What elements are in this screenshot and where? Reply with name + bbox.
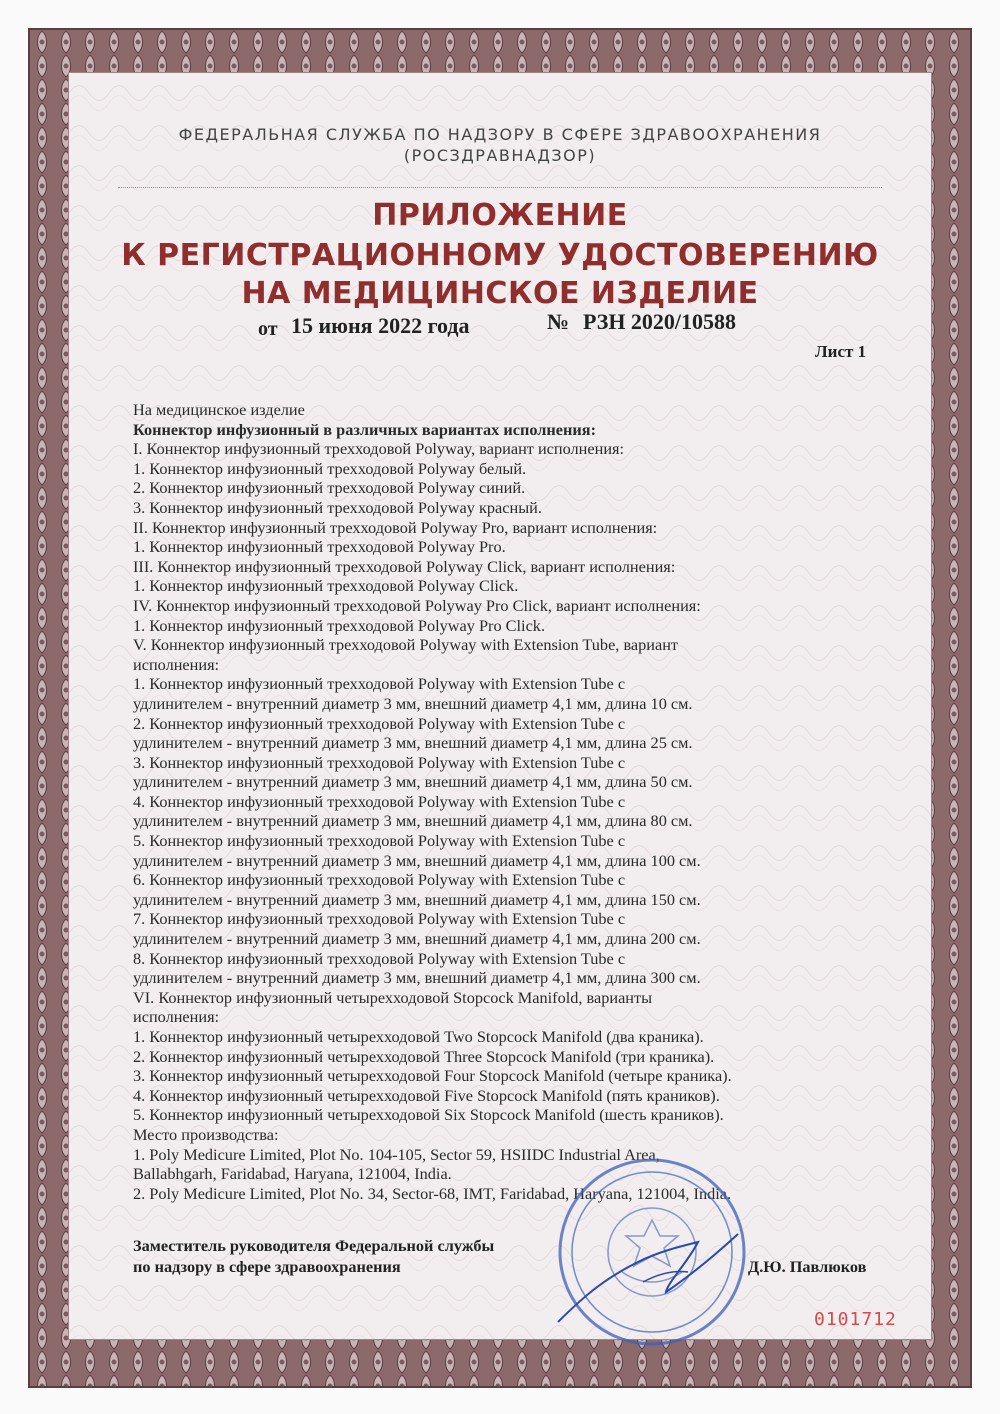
body-line: 4. Коннектор инфузионный четырехходовой Five Stopcock Manifold (пять краников). <box>133 1085 720 1105</box>
body-line: 8. Коннектор инфузионный трехходовой Polyway with Extension Tube с <box>133 948 626 968</box>
body-line: 2. Poly Medicure Limited, Plot No. 34, Sector-68, IMT, Faridabad, Haryana, 121004, India. <box>133 1183 732 1203</box>
document-title-line3: НА МЕДИЦИНСКОЕ ИЗДЕЛИЕ <box>241 276 759 311</box>
handwritten-signature <box>548 1222 748 1332</box>
body-line: удлинителем - внутренний диаметр 3 мм, внешний диаметр 4,1 мм, длина 100 см. <box>133 850 701 870</box>
body-line: 3. Коннектор инфузионный трехходовой Polyway красный. <box>133 497 542 517</box>
manufacturing-site-label: Место производства: <box>133 1124 279 1144</box>
body-line: 3. Коннектор инфузионный четырехходовой Four Stopcock Manifold (четыре краника). <box>133 1066 732 1086</box>
body-line: 1. Коннектор инфузионный трехходовой Polyway белый. <box>133 458 527 478</box>
signatory-title-line1: Заместитель руководителя Федеральной службы <box>133 1236 495 1255</box>
body-line: удлинителем - внутренний диаметр 3 мм, внешний диаметр 4,1 мм, длина 80 см. <box>133 811 693 831</box>
product-name: Коннектор инфузионный в различных вариантах исполнения: <box>133 419 596 439</box>
body-line: I. Коннектор инфузионный трехходовой Polyway, вариант исполнения: <box>133 439 625 459</box>
body-line: 1. Коннектор инфузионный трехходовой Polyway Pro. <box>133 537 506 557</box>
body-line: 1. Коннектор инфузионный четырехходовой Two Stopcock Manifold (два краника). <box>133 1027 704 1046</box>
body-line: 7. Коннектор инфузионный трехходовой Polyway with Extension Tube с <box>133 909 626 929</box>
header-divider <box>118 187 882 188</box>
document-title-line2: К РЕГИСТРАЦИОННОМУ УДОСТОВЕРЕНИЮ <box>121 238 879 273</box>
document-body <box>133 400 913 1203</box>
serial-number: 0101712 <box>814 1309 897 1330</box>
body-line: исполнения: <box>133 654 220 674</box>
body-line: 1. Poly Medicure Limited, Plot No. 104-105, Sector 59, HSIIDC Industrial Area, <box>133 1144 660 1164</box>
body-line: удлинителем - внутренний диаметр 3 мм, внешний диаметр 4,1 мм, длина 50 см. <box>133 772 693 792</box>
body-line: удлинителем - внутренний диаметр 3 мм, внешний диаметр 4,1 мм, длина 10 см. <box>133 693 693 713</box>
body-line: удлинителем - внутренний диаметр 3 мм, внешний диаметр 4,1 мм, длина 25 см. <box>133 733 693 753</box>
body-line: 2. Коннектор инфузионный трехходовой Polyway with Extension Tube с <box>133 713 626 733</box>
signatory-name: Д.Ю. Павлюков <box>748 1257 867 1276</box>
body-line: 1. Коннектор инфузионный трехходовой Polyway Pro Click. <box>133 615 546 635</box>
body-line: удлинителем - внутренний диаметр 3 мм, внешний диаметр 4,1 мм, длина 200 см. <box>133 929 701 949</box>
body-line: 2. Коннектор инфузионный четырехходовой Three Stopcock Manifold (три краника). <box>133 1046 715 1066</box>
body-line: удлинителем - внутренний диаметр 3 мм, внешний диаметр 4,1 мм, длина 150 см. <box>133 889 701 909</box>
body-line: V. Коннектор инфузионный трехходовой Polyway with Extension Tube, вариант <box>133 635 679 655</box>
issue-date: 15 июня 2022 года <box>291 313 470 338</box>
body-line: 6. Коннектор инфузионный трехходовой Polyway with Extension Tube с <box>133 870 626 890</box>
body-line: III. Коннектор инфузионный трехходовой Polyway Click, вариант исполнения: <box>133 556 676 576</box>
body-line: 1. Коннектор инфузионный трехходовой Polyway Click. <box>133 576 519 596</box>
sheet-number: Лист 1 <box>815 342 867 361</box>
registration-number: РЗН 2020/10588 <box>583 309 737 334</box>
registration-number-label: № <box>547 309 570 334</box>
body-line: удлинителем - внутренний диаметр 3 мм, внешний диаметр 4,1 мм, длина 300 см. <box>133 968 701 988</box>
body-line: II. Коннектор инфузионный трехходовой Polyway Pro, вариант исполнения: <box>133 517 658 537</box>
body-line: 2. Коннектор инфузионный трехходовой Polyway синий. <box>133 478 526 498</box>
agency-abbreviation: (РОСЗДРАВНАДЗОР) <box>403 146 597 165</box>
date-label: от <box>258 318 278 340</box>
document-title-line1: ПРИЛОЖЕНИЕ <box>372 198 628 233</box>
body-line: 1. Коннектор инфузионный трехходовой Polyway with Extension Tube с <box>133 674 626 694</box>
body-line: Ballabhgarh, Faridabad, Haryana, 121004, India. <box>133 1164 452 1184</box>
body-line: 5. Коннектор инфузионный четырехходовой Six Stopcock Manifold (шесть краников). <box>133 1105 724 1125</box>
body-line: 3. Коннектор инфузионный трехходовой Polyway with Extension Tube с <box>133 752 626 772</box>
body-line: исполнения: <box>133 1007 220 1027</box>
body-line: 5. Коннектор инфузионный трехходовой Polyway with Extension Tube с <box>133 831 626 851</box>
body-line: VI. Коннектор инфузионный четырехходовой Stopcock Manifold, варианты <box>133 987 653 1007</box>
body-line: На медицинское изделие <box>133 400 305 419</box>
body-line: IV. Коннектор инфузионный трехходовой Polyway Pro Click, вариант исполнения: <box>133 595 701 615</box>
body-line: 4. Коннектор инфузионный трехходовой Polyway with Extension Tube с <box>133 791 626 811</box>
signatory-title-line2: по надзору в сфере здравоохранения <box>133 1257 401 1276</box>
agency-name: ФЕДЕРАЛЬНАЯ СЛУЖБА ПО НАДЗОРУ В СФЕРЕ ЗДРАВООХРАНЕНИЯ <box>178 125 822 144</box>
